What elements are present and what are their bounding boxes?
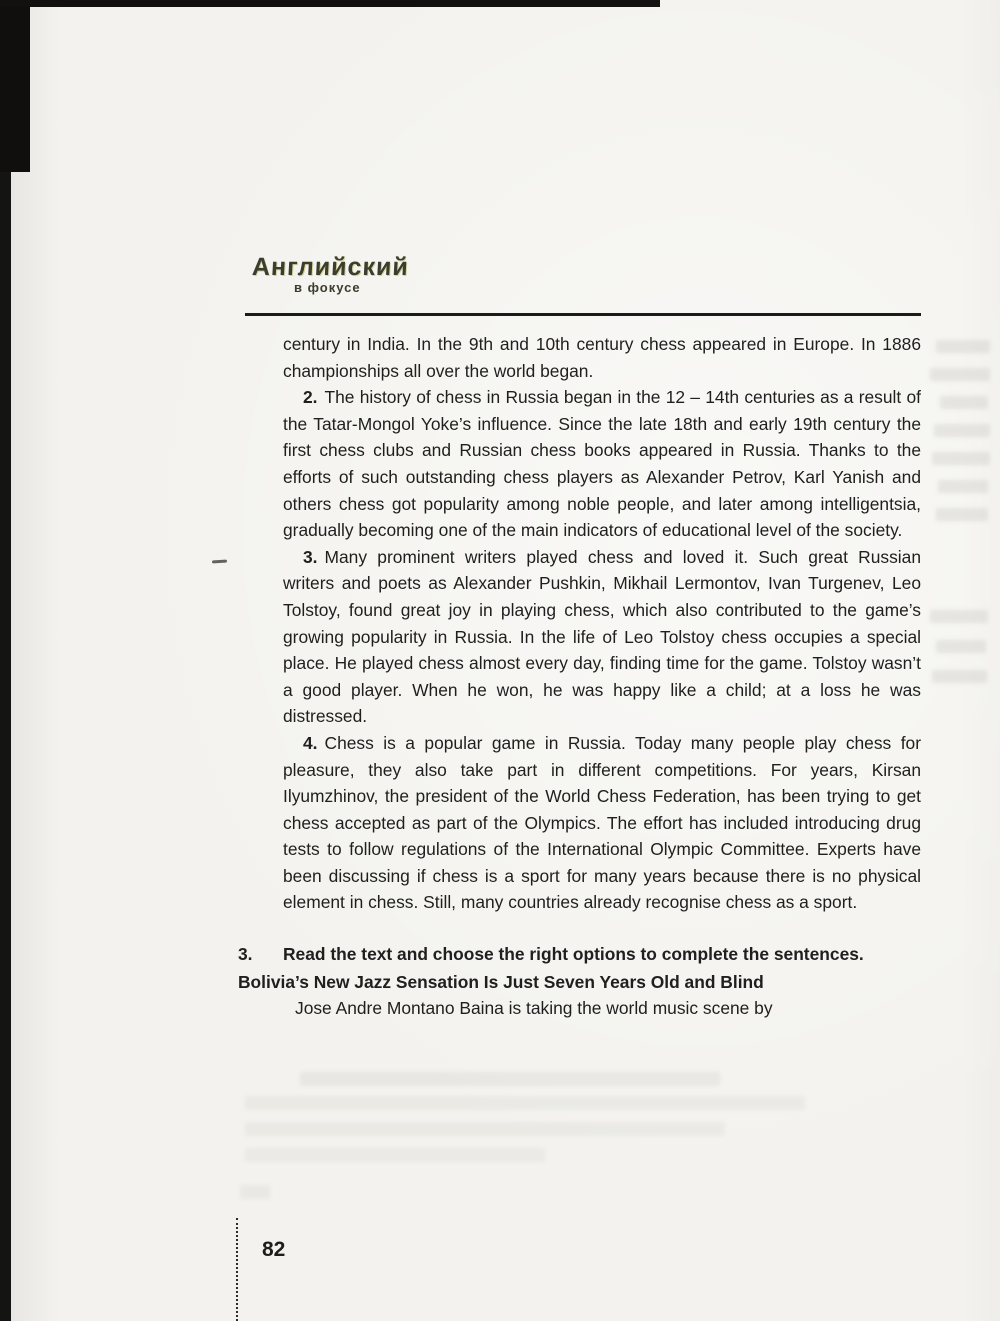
reading-text [283, 331, 921, 916]
article-title: Bolivia’s New Jazz Sensation Is Just Seven Years Old and Blind [238, 971, 764, 992]
paragraph-4 [283, 730, 921, 916]
paragraph-text: century in India. In the 9th and 10th century chess appeared in Europe. In 1886 championships all over the world began. [283, 334, 921, 381]
bleed-through-artifact [240, 1185, 270, 1199]
bleed-through-artifact [245, 1148, 545, 1162]
logo-title: Английский [251, 253, 410, 281]
bleed-through-artifact [930, 610, 988, 623]
article-first-line: Jose Andre Montano Baina is taking the world music scene by [295, 998, 773, 1019]
bleed-through-artifact [930, 368, 990, 381]
margin-dash-artifact [212, 559, 227, 563]
footer-dotted-border [236, 1218, 238, 1321]
bleed-through-artifact [940, 396, 988, 409]
paragraph-number: 3. [303, 546, 318, 567]
bleed-through-artifact [300, 1072, 720, 1086]
paragraph-continuation [283, 331, 921, 384]
task-heading [238, 941, 921, 968]
paragraph-number: 4. [303, 732, 318, 753]
paragraph-3 [283, 544, 921, 730]
bleed-through-artifact [938, 480, 988, 493]
paragraph-number: 2. [303, 387, 318, 408]
bleed-through-artifact [245, 1122, 725, 1136]
bleed-through-artifact [932, 670, 987, 683]
paragraph-text: Many prominent writers played chess and loved it. Such great Russian writers and poets as Alexander Pushkin, Mikhail Lermontov, Ivan Turgenev, Leo Tolstoy, found great joy in playing chess, which also contributed to the game’s growing popularity in Russia. In the life of Leo Tolstoy chess occupies a special place. He played chess almost every day, finding time for the game. Tolstoy wasn’t a good player. When he won, he was happy like a child; at a loss he was distressed. [283, 546, 921, 727]
header-divider [245, 313, 921, 316]
paragraph-2 [283, 384, 921, 544]
bleed-through-artifact [932, 452, 990, 465]
logo-subtitle: в фокусе [294, 280, 361, 295]
bleed-through-artifact [936, 508, 988, 521]
paragraph-text: Chess is a popular game in Russia. Today many people play chess for pleasure, they also take part in different competitions. For years, Kirsan Ilyumzhinov, the president of the World Chess Federation, has been trying to get chess accepted as part of the Olympics. The effort has included introducing drug tests to follow regulations of the International Olympic Committee. Experts have been discussing if chess is a sport for many years because there is no physical element in chess. Still, many countries already recognise chess as a sport. [283, 732, 921, 913]
bleed-through-artifact [936, 640, 986, 653]
page-content [238, 331, 921, 1022]
task-number: 3. [238, 944, 253, 965]
scan-edge-left [0, 0, 11, 1321]
bleed-through-artifact [245, 1096, 805, 1110]
page-number: 82 [262, 1238, 286, 1261]
bleed-through-artifact [936, 340, 990, 353]
paragraph-text: The history of chess in Russia began in the 12 – 14th centuries as a result of the Tatar-Mongol Yoke’s influence. Since the late 18th and early 19th century the first chess clubs and Russian chess books appeared in Russia. Thanks to the efforts of such outstanding chess players as Alexander Petrov, Karl Yanish and others chess got popularity among noble people, and later among intelligentsia, gradually becoming one of the main indicators of educational level of the society. [283, 387, 921, 541]
scan-edge-top [0, 0, 660, 7]
bleed-through-artifact [934, 424, 990, 437]
task-text: Read the text and choose the right options to complete the sentences. [283, 944, 864, 965]
textbook-logo [252, 253, 409, 295]
scan-edge-top-left [0, 0, 30, 172]
